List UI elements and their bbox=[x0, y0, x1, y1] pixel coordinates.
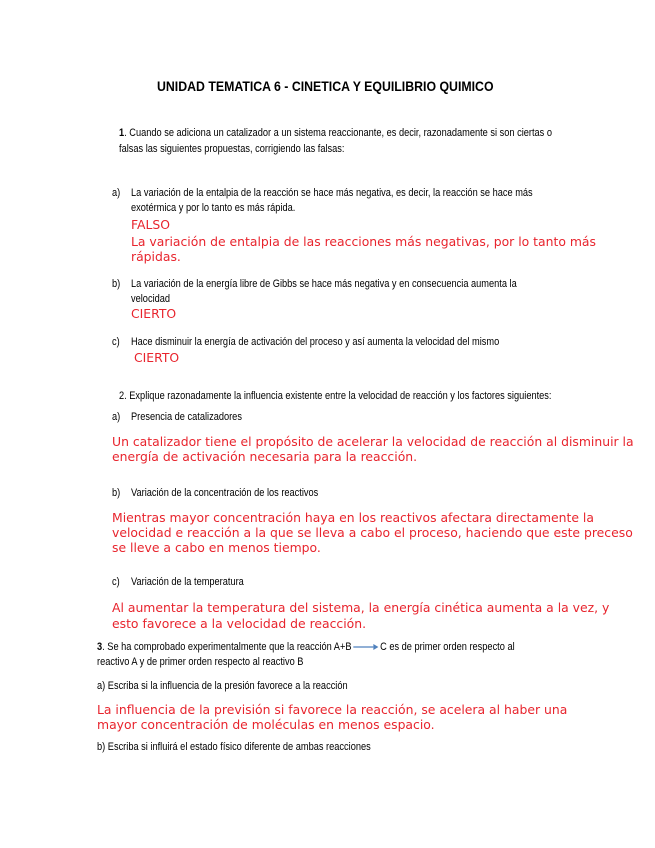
q2-intro: 2. Explique razonadamente la influencia existente entre la velocidad de reacción y los factores siguientes: bbox=[119, 390, 552, 402]
reaction-arrow-icon bbox=[353, 643, 378, 651]
q3-number: 3 bbox=[97, 641, 103, 653]
q1a-verdict: FALSO bbox=[131, 217, 170, 232]
q3b-text: b) Escriba si influirá el estado físico diferente de ambas reacciones bbox=[97, 741, 371, 753]
q2b-label: b) bbox=[112, 487, 121, 499]
q1b-verdict: CIERTO bbox=[131, 306, 177, 321]
q1c-verdict: CIERTO bbox=[134, 350, 180, 365]
q3-line1-after: C es de primer orden respecto al bbox=[380, 641, 515, 653]
q3a-answer-line2: mayor concentración de moléculas en menos espacio. bbox=[97, 717, 435, 732]
q2a-label: a) bbox=[112, 411, 121, 423]
q2c-answer-line1: Al aumentar la temperatura del sistema, la energía cinética aumenta a la vez, y bbox=[112, 600, 610, 615]
q1-line2: falsas las siguientes propuestas, corrigiendo las falsas: bbox=[119, 143, 345, 155]
q1b-label: b) bbox=[112, 278, 121, 290]
q2a-answer-line1: Un catalizador tiene el propósito de acelerar la velocidad de reacción al disminuir la bbox=[112, 434, 634, 449]
q3-line1 bbox=[97, 641, 515, 653]
q1a-label: a) bbox=[112, 187, 121, 199]
q3a-text: a) Escriba si la influencia de la presión favorece a la reacción bbox=[97, 680, 348, 692]
q1c-line1: Hace disminuir la energía de activación del proceso y así aumenta la velocidad del mismo bbox=[131, 336, 500, 348]
q2a-answer-line2: energía de activación necesaria para la reacción. bbox=[112, 449, 418, 464]
q2c-text: Variación de la temperatura bbox=[131, 576, 244, 588]
q1a-line1: La variación de la entalpia de la reacción se hace más negativa, es decir, la reacción se hace más bbox=[131, 187, 533, 199]
q1a-answer-line2: rápidas. bbox=[131, 249, 181, 264]
q1-line1-text: . Cuando se adiciona un catalizador a un sistema reaccionante, es decir, razonadamente si son ciertas o bbox=[124, 127, 553, 139]
q3-line2: reactivo A y de primer orden respecto al reactivo B bbox=[97, 656, 304, 668]
q1a-line2: exotérmica y por lo tanto es más rápida. bbox=[131, 202, 296, 214]
q2b-answer-line2: velocidad e reacción a la que se lleva a cabo el proceso, haciendo que este preceso bbox=[112, 525, 633, 540]
q1c-label: c) bbox=[112, 336, 120, 348]
q1b-line1: La variación de la energía libre de Gibbs se hace más negativa y en consecuencia aumenta la bbox=[131, 278, 517, 290]
q2a-text: Presencia de catalizadores bbox=[131, 411, 242, 423]
q2c-label: c) bbox=[112, 576, 120, 588]
q3a-answer-line1: La influencia de la previsión si favorece la reacción, se acelera al haber una bbox=[97, 702, 568, 717]
q1a-answer-line1: La variación de entalpia de las reacciones más negativas, por lo tanto más bbox=[131, 234, 596, 249]
page-title: UNIDAD TEMATICA 6 - CINETICA Y EQUILIBRIO QUIMICO bbox=[157, 78, 494, 94]
q3-line1-before: . Se ha comprobado experimentalmente que la reacción A+B bbox=[102, 641, 352, 653]
q2b-text: Variación de la concentración de los reactivos bbox=[131, 487, 319, 499]
q2c-answer-line2: esto favorece a la velocidad de reacción. bbox=[112, 616, 367, 631]
q2b-answer-line1: Mientras mayor concentración haya en los reactivos afectara directamente la bbox=[112, 510, 594, 525]
q1b-line2: velocidad bbox=[131, 293, 171, 305]
q1-number: 1 bbox=[119, 127, 125, 139]
q1-line1 bbox=[119, 127, 552, 139]
q2b-answer-line3: se lleve a cabo en menos tiempo. bbox=[112, 540, 321, 555]
